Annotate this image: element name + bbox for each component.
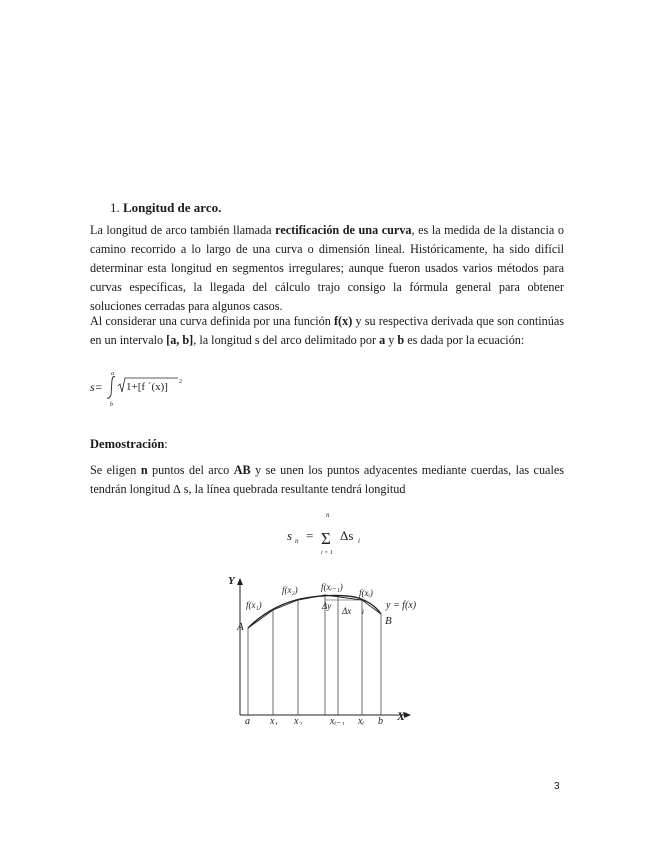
bold-term: a <box>379 333 386 347</box>
formula-radicand: 1+[f ´(x)] <box>126 381 168 393</box>
integral-upper-limit: a <box>111 371 114 377</box>
bold-term: rectificación de una curva <box>275 223 412 237</box>
formula-exponent: 2 <box>179 379 182 385</box>
f-label-1: f(x₁) <box>246 600 262 610</box>
paragraph-text: es dada por la ecuación: <box>404 333 525 347</box>
demonstration-title: Demostración <box>90 437 165 451</box>
point-a-label: A <box>237 621 244 633</box>
sum-equals: = <box>306 528 314 543</box>
integral-lower-limit: b <box>110 402 113 408</box>
delta-x-subscript: i <box>362 608 364 616</box>
curve-label: y = f(x) <box>386 600 417 611</box>
sum-term-subscript: i <box>358 537 360 545</box>
bold-term: AB <box>233 463 251 477</box>
section-title: Longitud de arco. <box>123 200 222 215</box>
paragraph-text: La longitud de arco también llamada <box>90 223 276 237</box>
x-tick-b: b <box>378 716 383 725</box>
y-axis-label: Y <box>228 575 235 587</box>
paragraph-formula-intro <box>90 312 564 350</box>
arc-length-diagram <box>225 508 455 725</box>
sigma-icon: Σ <box>321 529 331 548</box>
integral-sign-icon <box>107 376 115 398</box>
paragraph-text: , es la medida de la distancia o camino recorrido a lo largo de una curva o dimensión lineal. Históricamente, ha sido difícil determinar esta longitud en segmentos irregulares; aunque fueron usados varios métodos para curvas específicas, la llegada del cálculo trajo consigo la fórmula general para obtener soluciones cerradas para algunos casos. <box>90 223 564 313</box>
demonstration-colon: : <box>164 437 168 451</box>
paragraph-text: y se unen los puntos adyacentes mediante cuerdas, las cuales tendrán longitud ∆ s, la línea quebrada resultante tendrá longitud <box>90 463 564 496</box>
bold-term: n <box>140 463 148 477</box>
x-axis-arrow-icon <box>404 712 411 718</box>
page-number: 3 <box>554 781 560 792</box>
paragraph-demonstration <box>90 461 564 499</box>
formula-lhs: s= <box>90 380 103 394</box>
f-label-4: f(xᵢ) <box>359 588 373 598</box>
y-axis-arrow-icon <box>237 578 243 585</box>
bold-term: f(x) <box>333 314 353 328</box>
x-tick-xi-1: xᵢ₋₁ <box>330 716 345 725</box>
paragraph-text: y su respectiva derivada que son continúas en un intervalo <box>90 314 564 347</box>
f-label-2: f(x₂) <box>282 585 298 595</box>
delta-y-label: Δy <box>322 601 332 611</box>
x-axis-label: X <box>397 709 406 723</box>
paragraph-text: Se eligen <box>90 463 141 477</box>
f-label-3: f(xᵢ₋₁) <box>321 582 343 592</box>
sum-term: Δs <box>340 528 354 543</box>
sum-lower-limit: i = 1 <box>321 550 333 556</box>
x-tick-x1: x₁ <box>270 716 278 725</box>
bold-term: b <box>397 333 405 347</box>
x-tick-xi: xᵢ <box>358 716 365 725</box>
paragraph-text: Al considerar una curva definida por una función <box>90 314 334 328</box>
paragraph-text: puntos del arco <box>147 463 234 477</box>
sum-lhs-subscript: n <box>295 537 299 545</box>
demonstration-heading <box>90 437 168 452</box>
x-tick-a: a <box>245 716 250 725</box>
x-tick-x2: x₂ <box>294 716 302 725</box>
paragraph-text: y <box>385 333 398 347</box>
arc-length-formula <box>90 368 210 408</box>
sum-lhs: s <box>287 528 293 543</box>
bold-term: [a, b] <box>166 333 194 347</box>
delta-x-label: Δx <box>342 606 352 616</box>
section-heading <box>110 200 221 216</box>
point-b-label: B <box>385 615 392 627</box>
section-number: 1. <box>110 200 120 215</box>
paragraph-definition <box>90 221 564 316</box>
paragraph-text: , la longitud s del arco delimitado por <box>193 333 380 347</box>
sum-upper-limit: n <box>326 511 330 519</box>
